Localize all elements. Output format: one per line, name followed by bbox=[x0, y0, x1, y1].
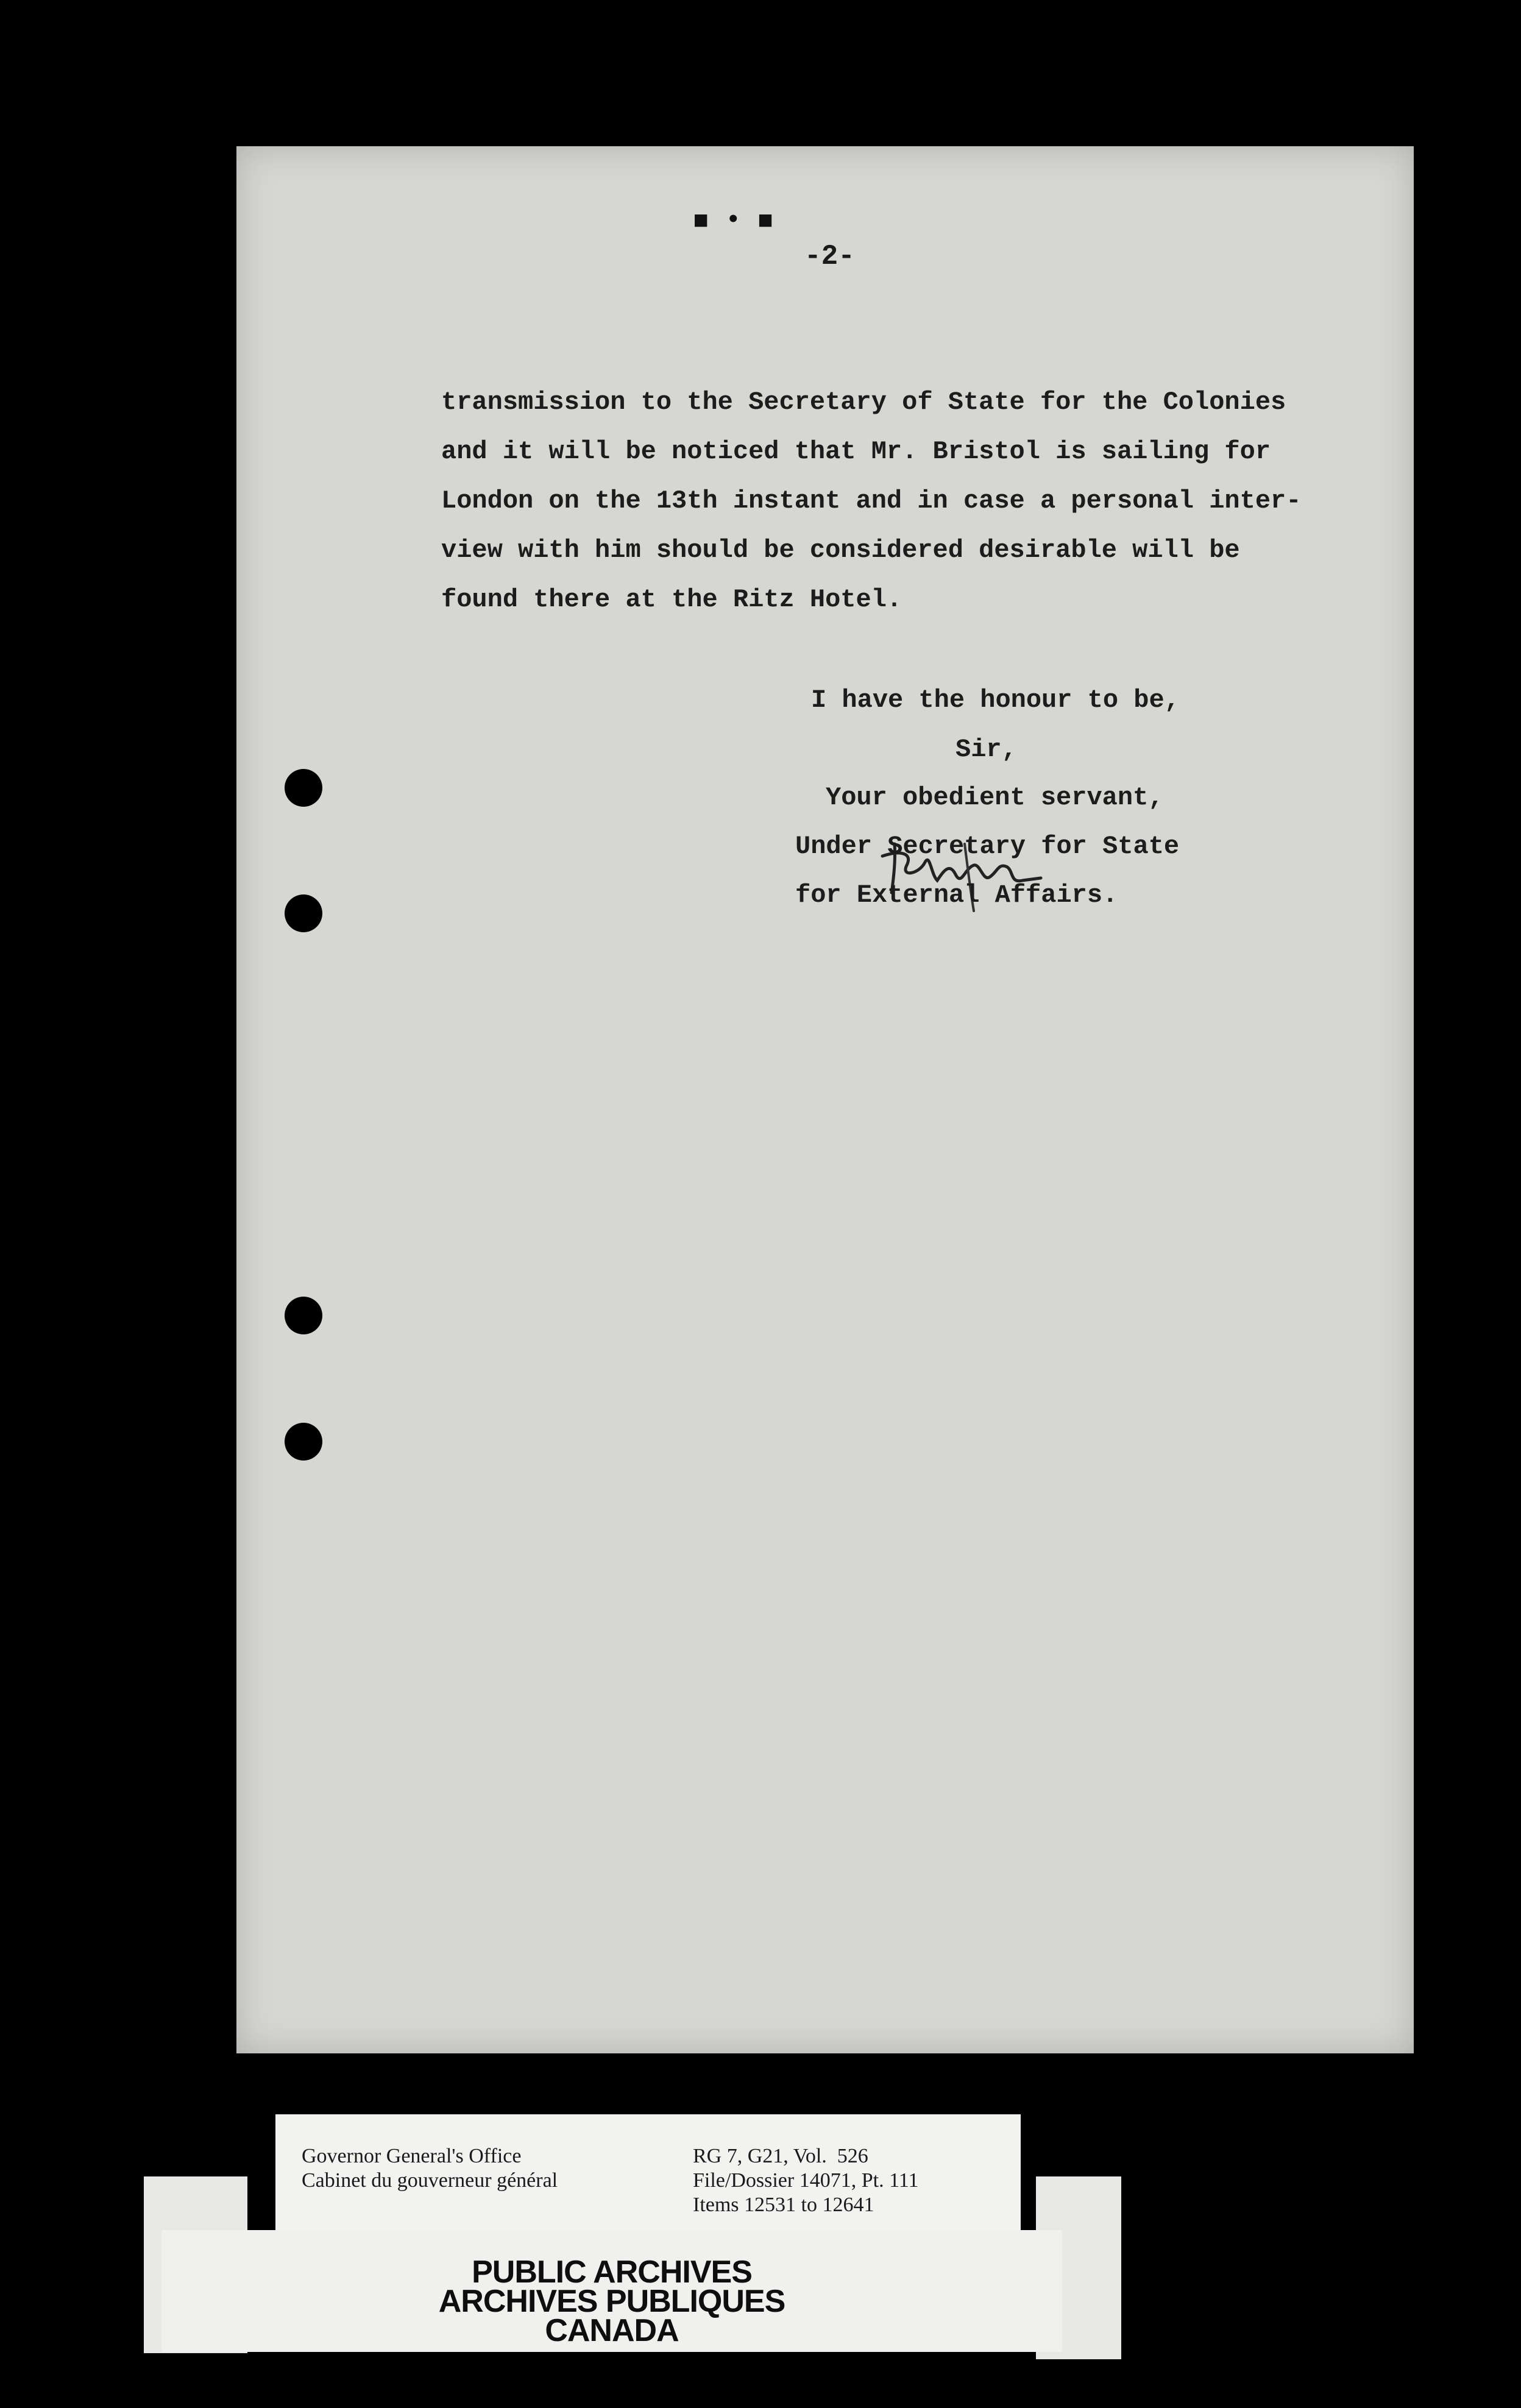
office-english: Governor General's Office bbox=[302, 2145, 522, 2167]
body-line: found there at the Ritz Hotel. bbox=[441, 585, 902, 614]
body-line: transmission to the Secretary of State for the Colonies bbox=[441, 388, 1286, 417]
office-french: Cabinet du gouverneur général bbox=[302, 2169, 558, 2192]
archives-stamp bbox=[161, 2230, 1062, 2352]
punch-hole bbox=[285, 1297, 322, 1334]
top-marks: ■ • ■ bbox=[695, 207, 776, 232]
signatory-department: for External Affairs. bbox=[795, 880, 1118, 910]
page-number: -2- bbox=[804, 241, 855, 272]
closing-servant: Your obedient servant, bbox=[826, 783, 1164, 812]
file-reference: File/Dossier 14071, Pt. 111 bbox=[693, 2169, 919, 2192]
body-line: London on the 13th instant and in case a personal inter- bbox=[441, 486, 1302, 515]
items-range: Items 12531 to 12641 bbox=[693, 2194, 874, 2216]
punch-hole bbox=[285, 769, 322, 807]
archive-label-card bbox=[275, 2114, 1021, 2236]
salutation: Sir, bbox=[956, 735, 1017, 764]
closing-line: I have the honour to be, bbox=[811, 685, 1180, 715]
punch-hole bbox=[285, 894, 322, 932]
document-page bbox=[236, 146, 1414, 2053]
body-line: view with him should be considered desirable will be bbox=[441, 536, 1240, 565]
archives-stamp-line3: CANADA bbox=[545, 2313, 679, 2348]
body-line: and it will be noticed that Mr. Bristol is sailing for bbox=[441, 437, 1271, 466]
record-group-reference: RG 7, G21, Vol. 526 bbox=[693, 2145, 868, 2167]
archives-stamp-line2: ARCHIVES PUBLIQUES bbox=[438, 2284, 785, 2319]
punch-hole bbox=[285, 1423, 322, 1461]
letter-body bbox=[441, 378, 1380, 625]
archives-stamp-line1: PUBLIC ARCHIVES bbox=[472, 2254, 752, 2290]
signatory-title: Under Secretary for State bbox=[795, 832, 1180, 861]
